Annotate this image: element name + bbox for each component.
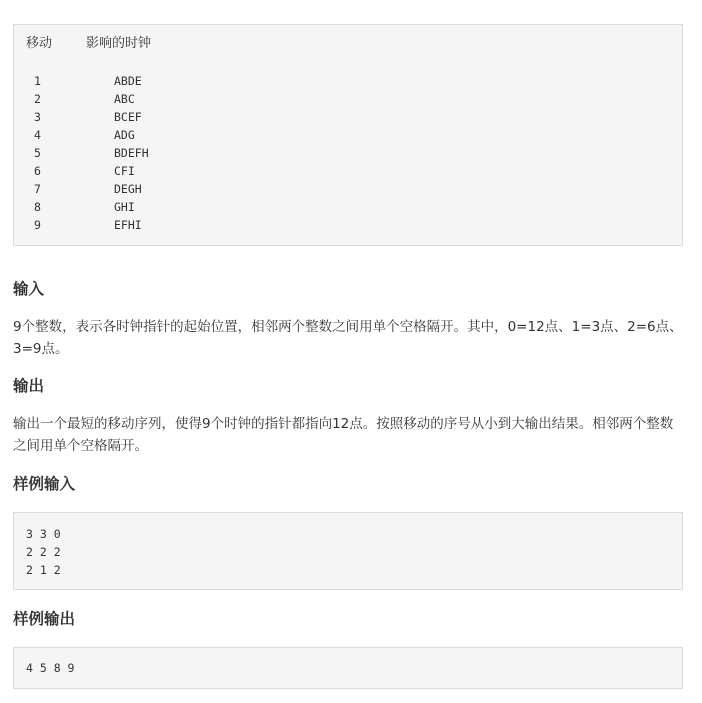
affected-clocks: DEGH	[114, 182, 142, 196]
moves-table-header	[26, 34, 670, 54]
sample-input-line: 3 3 0	[26, 527, 61, 541]
affected-clocks: ABDE	[114, 74, 142, 88]
move-number: 2	[34, 92, 41, 106]
table-row	[26, 126, 670, 144]
table-row	[26, 144, 670, 162]
col-move-label: 移动	[26, 36, 53, 51]
table-row	[26, 198, 670, 216]
output-heading: 输出	[13, 377, 45, 395]
affected-clocks: ADG	[114, 128, 135, 142]
move-number: 9	[34, 218, 41, 232]
sample-output-block	[13, 647, 683, 689]
table-row	[26, 90, 670, 108]
sample-input-heading: 样例输入	[13, 475, 76, 493]
affected-clocks: CFI	[114, 164, 135, 178]
table-row	[26, 72, 670, 90]
input-description: 9个整数，表示各时钟指针的起始位置，相邻两个整数之间用单个空格隔开。其中，0=12点、1=3点、2=6点、3=9点。	[13, 319, 683, 357]
problem-content	[13, 24, 683, 689]
sample-input-line: 2 1 2	[26, 563, 61, 577]
move-number: 4	[34, 128, 41, 142]
affected-clocks: BCEF	[114, 110, 142, 124]
affected-clocks: ABC	[114, 92, 135, 106]
moves-table-block	[13, 24, 683, 246]
table-row	[26, 180, 670, 198]
table-row	[26, 162, 670, 180]
affected-clocks: EFHI	[114, 218, 142, 232]
move-number: 8	[34, 200, 41, 214]
sample-input-line: 2 2 2	[26, 545, 61, 559]
sample-output-line: 4 5 8 9	[26, 661, 75, 675]
move-number: 5	[34, 146, 41, 160]
sample-input-block	[13, 512, 683, 590]
move-number: 3	[34, 110, 41, 124]
col-clocks-label: 影响的时钟	[86, 36, 152, 51]
affected-clocks: BDEFH	[114, 146, 149, 160]
move-number: 7	[34, 182, 41, 196]
affected-clocks: GHI	[114, 200, 135, 214]
table-row	[26, 216, 670, 234]
input-heading: 输入	[13, 280, 45, 298]
output-description: 输出一个最短的移动序列，使得9个时钟的指针都指向12点。按照移动的序号从小到大输出结果。相邻两个整数之间用单个空格隔开。	[13, 416, 674, 454]
table-row	[26, 108, 670, 126]
move-number: 6	[34, 164, 41, 178]
sample-output-heading: 样例输出	[13, 610, 76, 628]
move-number: 1	[34, 74, 41, 88]
